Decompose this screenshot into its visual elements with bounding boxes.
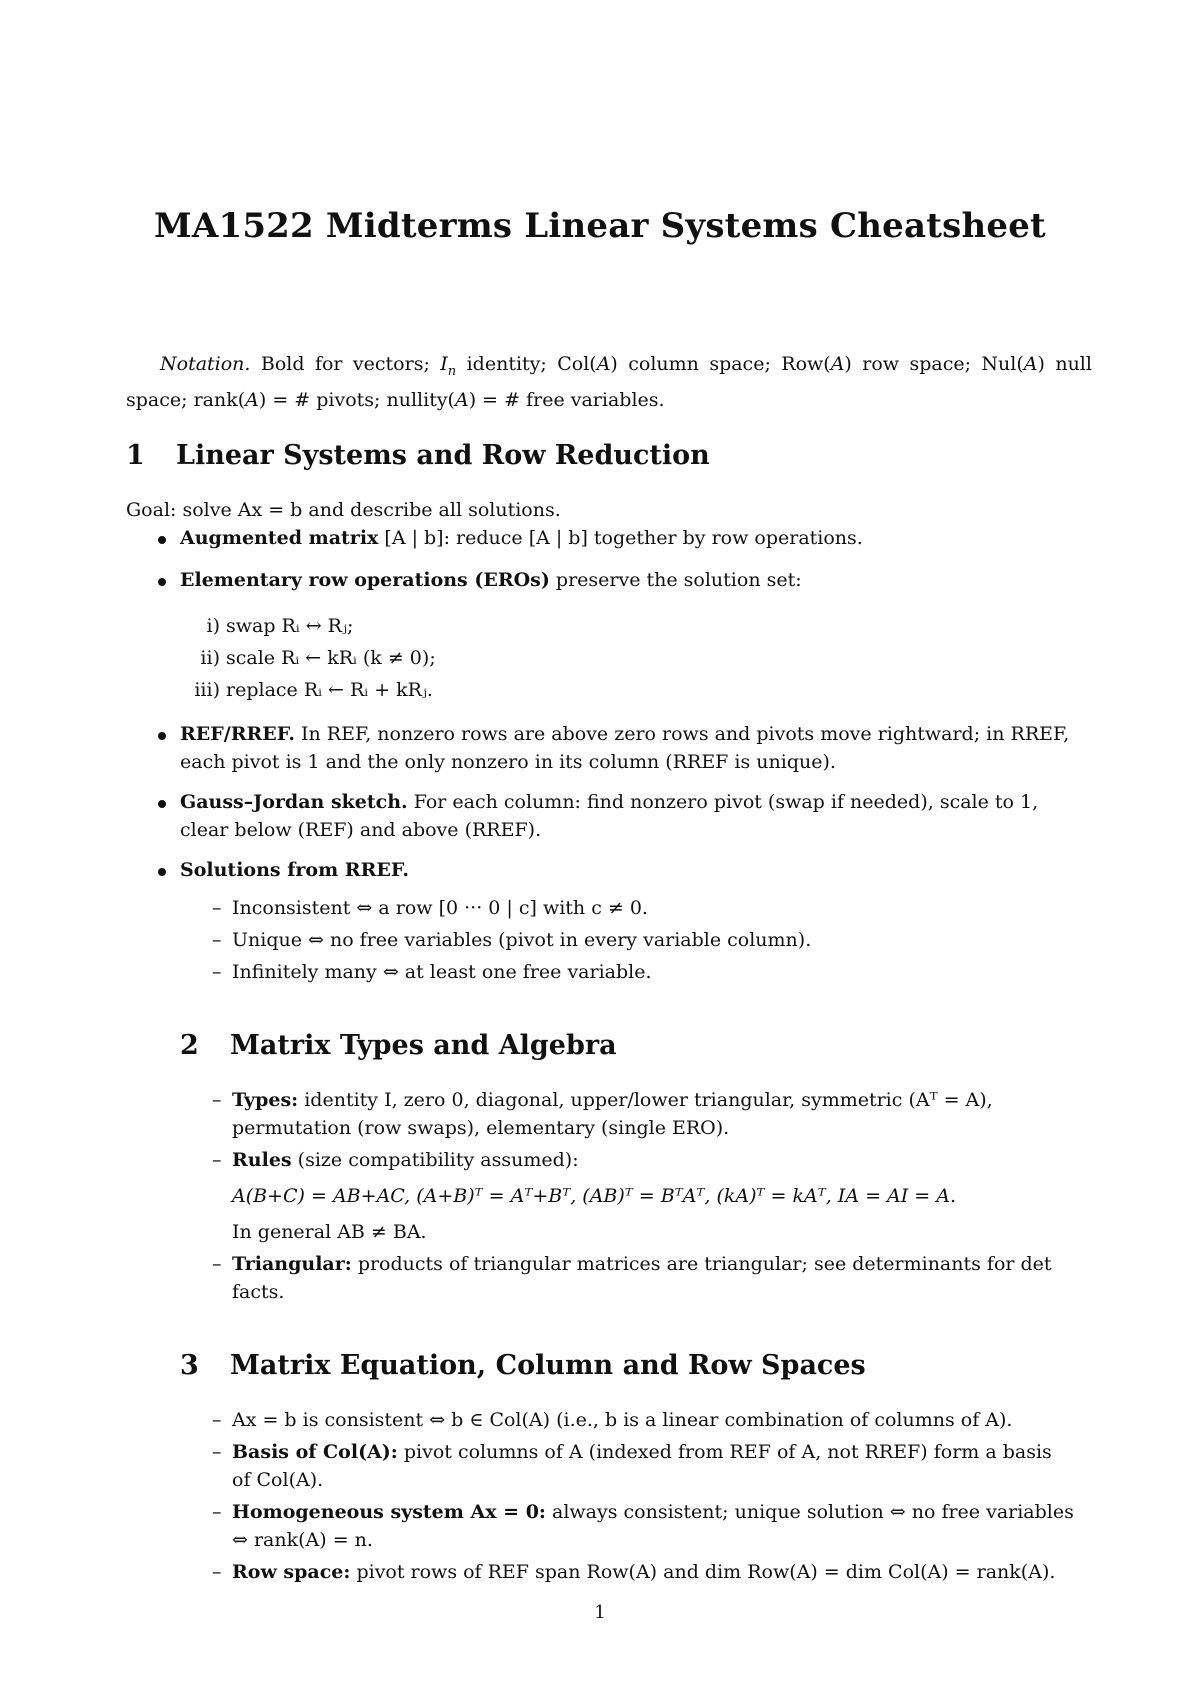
page-title: MA1522 Midterms Linear Systems Cheatsheet (154, 206, 1046, 246)
notation-paragraph: Notation. Bold for vectors; $I_n$ identity; Col(A) column space; Row(A) row space; Nul(A) null space; rank(A) = # pivots; nullity(A) = # free variables. (126, 353, 1092, 411)
notation-label: Notation. (160, 353, 251, 375)
bullet-icon (158, 800, 166, 808)
section-1-heading: 1 Linear Systems and Row Reduction (126, 440, 710, 471)
dash-icon: – (212, 1149, 222, 1171)
rules-equations: A(B+C) = AB+AC, (A+B)ᵀ = Aᵀ+Bᵀ, (AB)ᵀ = BᵀAᵀ, (kA)ᵀ = kAᵀ, IA = AI = A. (232, 1185, 957, 1207)
rules-item: Rules (size compatibility assumed): (232, 1149, 579, 1171)
triangular-item-cont: facts. (232, 1281, 285, 1303)
rules-note: In general AB ≠ BA. (232, 1221, 427, 1243)
solution-inconsistent: Inconsistent ⇔ a row [0 ··· 0 | c] with c ≠ 0. (232, 897, 648, 919)
ero-scale: scale Rᵢ ← kRᵢ (k ≠ 0); (226, 647, 436, 669)
dash-icon: – (212, 1253, 222, 1275)
dash-icon: – (212, 961, 222, 983)
ero-number: ii) (200, 647, 220, 669)
basis-item-cont: of Col(A). (232, 1469, 324, 1491)
dash-icon: – (212, 897, 222, 919)
ref-rref-item: REF/RREF. In REF, nonzero rows are above zero rows and pivots move rightward; in RREF, (180, 723, 1070, 745)
dash-icon: – (212, 1441, 222, 1463)
types-item: Types: identity I, zero 0, diagonal, upper/lower triangular, symmetric (Aᵀ = A), (232, 1089, 993, 1111)
ero-item: Elementary row operations (EROs) preserve the solution set: (180, 569, 802, 591)
dash-icon: – (212, 929, 222, 951)
section-3-heading: 3 Matrix Equation, Column and Row Spaces (180, 1350, 866, 1381)
solution-unique: Unique ⇔ no free variables (pivot in every variable column). (232, 929, 812, 951)
ero-number: i) (206, 615, 220, 637)
homogeneous-item-cont: ⇔ rank(A) = n. (232, 1529, 373, 1551)
section-1-goal: Goal: solve Ax = b and describe all solutions. (126, 499, 561, 521)
dash-icon: – (212, 1501, 222, 1523)
dash-icon: – (212, 1409, 222, 1431)
page-number: 1 (594, 1602, 606, 1623)
augmented-matrix-item: Augmented matrix [A | b]: reduce [A | b] together by row operations. (180, 527, 863, 549)
bullet-icon (158, 732, 166, 740)
homogeneous-item: Homogeneous system Ax = 0: always consistent; unique solution ⇔ no free variables (232, 1501, 1074, 1523)
bullet-icon (158, 578, 166, 586)
ref-rref-item-cont: each pivot is 1 and the only nonzero in its column (RREF is unique). (180, 751, 836, 773)
basis-item: Basis of Col(A): pivot columns of A (indexed from REF of A, not RREF) form a basis (232, 1441, 1052, 1463)
row-space-item: Row space: pivot rows of REF span Row(A) and dim Row(A) = dim Col(A) = rank(A). (232, 1561, 1056, 1583)
consistency-item: Ax = b is consistent ⇔ b ∈ Col(A) (i.e., b is a linear combination of columns of A). (232, 1409, 1013, 1431)
bullet-icon (158, 536, 166, 544)
triangular-item: Triangular: products of triangular matrices are triangular; see determinants for det (232, 1253, 1052, 1275)
solution-infinite: Infinitely many ⇔ at least one free variable. (232, 961, 652, 983)
ero-replace: replace Rᵢ ← Rᵢ + kRⱼ. (226, 679, 433, 701)
ero-number: iii) (194, 679, 220, 701)
dash-icon: – (212, 1561, 222, 1583)
gauss-jordan-item-cont: clear below (REF) and above (RREF). (180, 819, 542, 841)
dash-icon: – (212, 1089, 222, 1111)
section-2-heading: 2 Matrix Types and Algebra (180, 1030, 617, 1061)
solutions-item: Solutions from RREF. (180, 859, 410, 881)
types-item-cont: permutation (row swaps), elementary (single ERO). (232, 1117, 730, 1139)
bullet-icon (158, 868, 166, 876)
gauss-jordan-item: Gauss–Jordan sketch. For each column: find nonzero pivot (swap if needed), scale to 1, (180, 791, 1039, 813)
ero-swap: swap Rᵢ ↔ Rⱼ; (226, 615, 354, 637)
